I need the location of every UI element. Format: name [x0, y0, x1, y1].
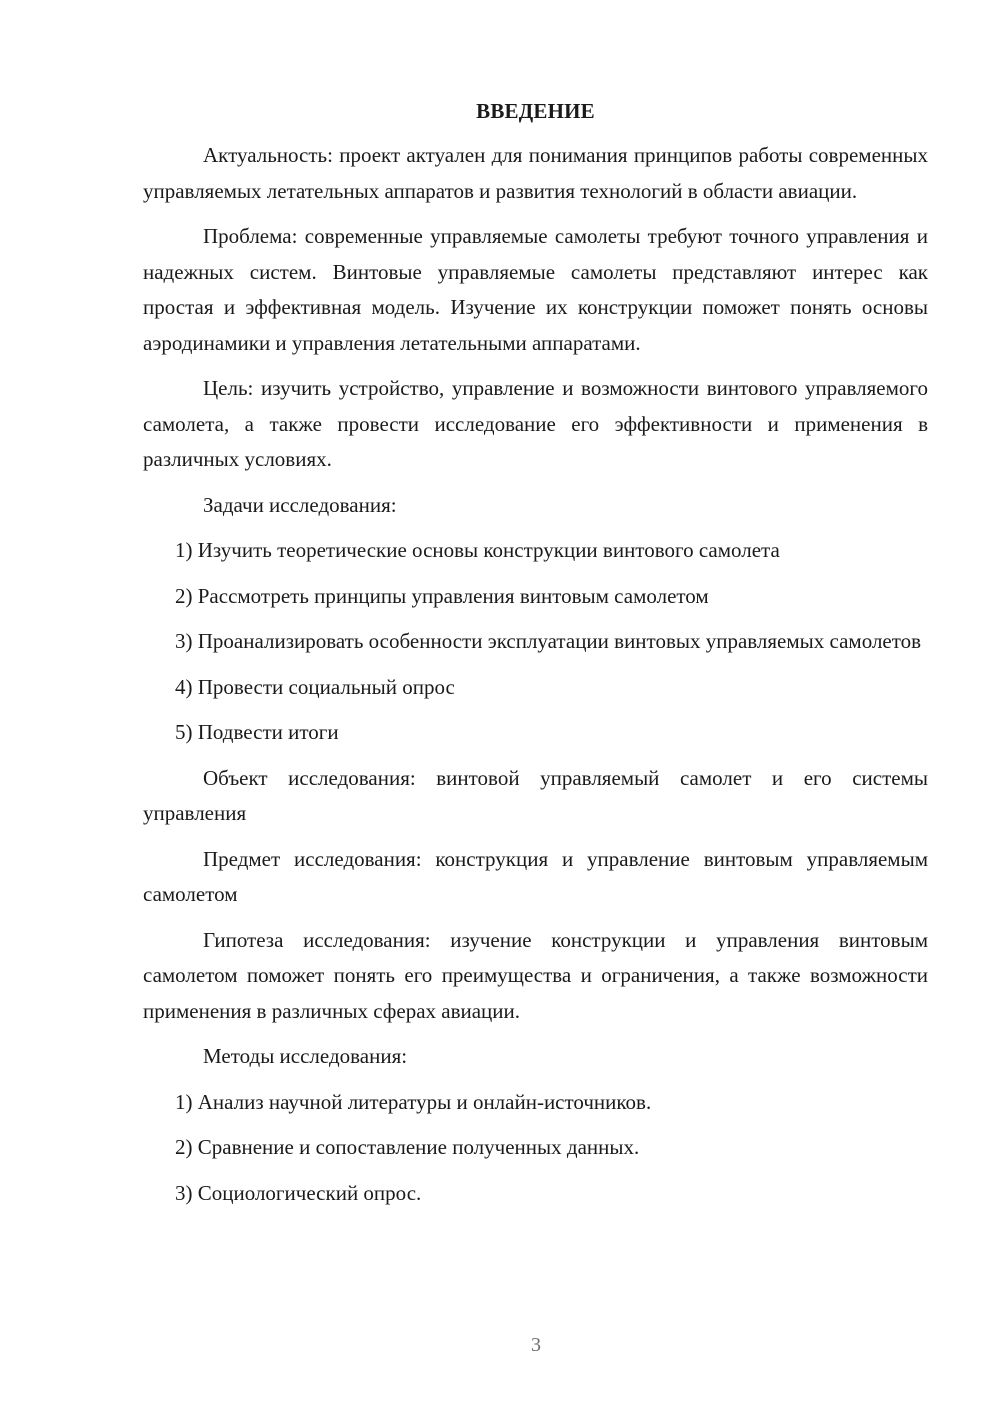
task-item-5: 5) Подвести итоги	[175, 720, 339, 744]
methods-heading: Методы исследования:	[203, 1044, 408, 1068]
page-number: 3	[531, 1334, 541, 1356]
object-paragraph: Объект исследования: винтовой управляемый самолет и его системы управления	[143, 765, 928, 825]
method-item-3: 3) Социологический опрос.	[175, 1180, 422, 1205]
task-item-3: 3) Проанализировать особенности эксплуатации винтовых управляемых самолетов	[175, 629, 922, 653]
task-item-4: 4) Провести социальный опрос	[175, 674, 455, 699]
subject-paragraph: Предмет исследования: конструкция и управление винтовым управляемым самолетом	[143, 846, 928, 906]
relevance-paragraph: Актуальность: проект актуален для понимания принципов работы современных управляемых летательных аппаратов и развития технологий в области авиации.	[143, 143, 928, 203]
tasks-heading: Задачи исследования:	[203, 492, 397, 517]
hypothesis-paragraph: Гипотеза исследования: изучение конструкции и управления винтовым самолетом поможет понять его преимущества и ограничения, а также возможности применения в различных сферах авиации.	[143, 927, 928, 1023]
task-item-1: 1) Изучить теоретические основы конструкции винтового самолета	[175, 538, 780, 562]
method-item-1: 1) Анализ научной литературы и онлайн-источников.	[175, 1089, 652, 1114]
method-item-2: 2) Сравнение и сопоставление полученных данных.	[175, 1135, 640, 1159]
document-page	[143, 96, 928, 1221]
problem-paragraph: Проблема: современные управляемые самолеты требуют точного управления и надежных систем. Винтовые управляемые самолеты представляют интерес как простая и эффективная модель. Изучение их конструкции поможет понять основы аэродинамики и управления летательными аппаратами.	[143, 224, 928, 355]
task-item-2: 2) Рассмотреть принципы управления винтовым самолетом	[175, 583, 709, 608]
goal-paragraph: Цель: изучить устройство, управление и возможности винтового управляемого самолета, а также провести исследование его эффективности и применения в различных условиях.	[143, 376, 928, 471]
page-title: ВВЕДЕНИЕ	[476, 99, 595, 123]
